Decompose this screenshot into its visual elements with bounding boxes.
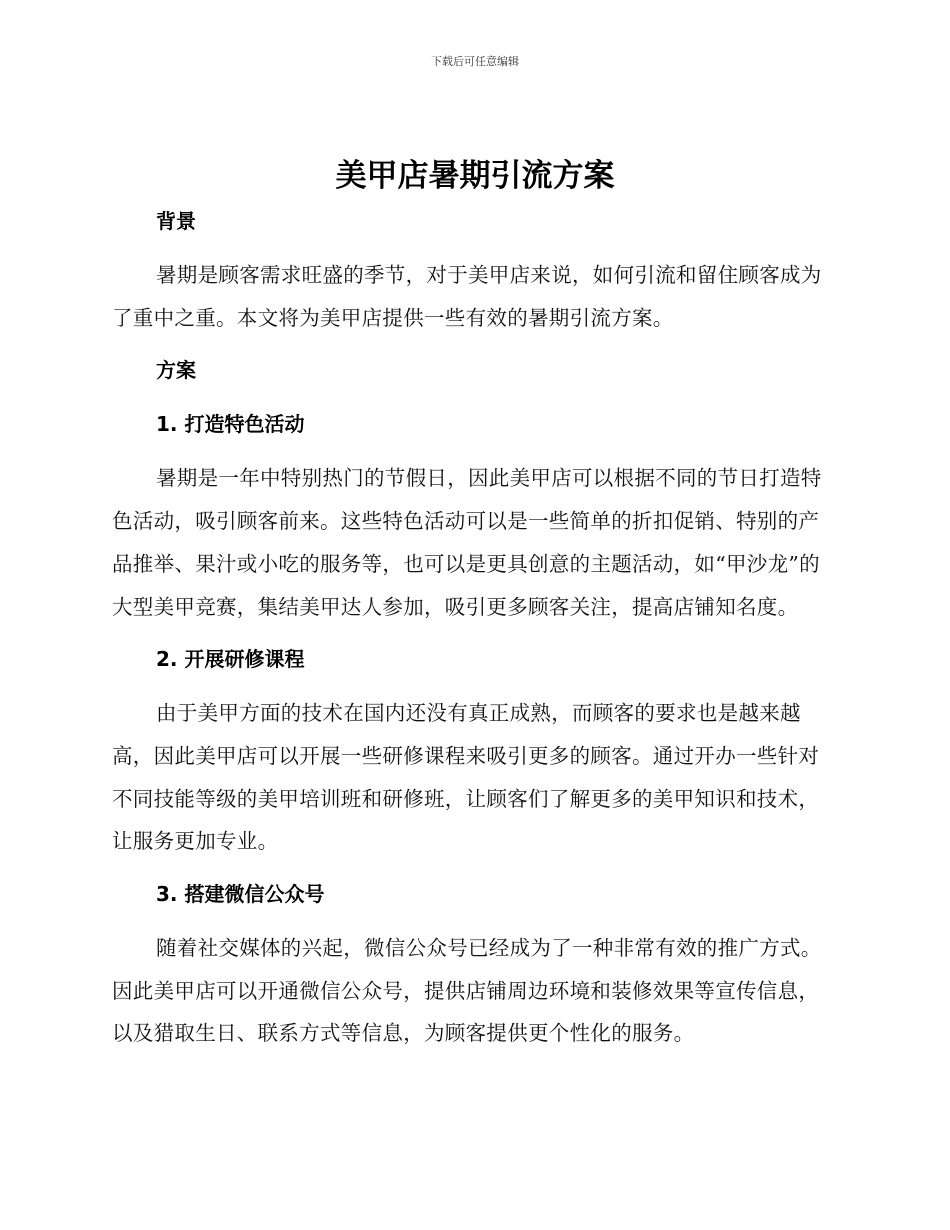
item2-paragraph: 由于美甲方面的技术在国内还没有真正成熟，而顾客的要求也是越来越高，因此美甲店可以开展一些研修课程来吸引更多的顾客。通过开办一些针对不同技能等级的美甲培训班和研修班，让顾客们了解更多的美甲知识和技术，让服务更加专业。	[112, 701, 820, 854]
item3-heading: 3. 搭建微信公众号	[156, 882, 325, 907]
item1-heading: 1. 打造特色活动	[156, 412, 305, 437]
plan-heading: 方案	[156, 358, 196, 383]
background-heading: 背景	[156, 209, 196, 233]
background-paragraph: 暑期是顾客需求旺盛的季节，对于美甲店来说，如何引流和留住顾客成为了重中之重。本文将为美甲店提供一些有效的暑期引流方案。	[112, 263, 822, 330]
item3-paragraph: 随着社交媒体的兴起，微信公众号已经成为了一种非常有效的推广方式。因此美甲店可以开通微信公众号，提供店铺周边环境和装修效果等宣传信息，以及猎取生日、联系方式等信息，为顾客提供更个性化的服务。	[112, 936, 822, 1046]
item2-heading: 2. 开展研修课程	[156, 647, 305, 672]
document-title: 美甲店暑期引流方案	[335, 158, 615, 194]
page-header-note: 下载后可任意编辑	[431, 55, 519, 68]
item1-paragraph: 暑期是一年中特别热门的节假日，因此美甲店可以根据不同的节日打造特色活动，吸引顾客前来。这些特色活动可以是一些简单的折扣促销、特别的产品推举、果汁或小吃的服务等，也可以是更具创意的主题活动，如“甲沙龙”的大型美甲竞赛，集结美甲达人参加，吸引更多顾客关注，提高店铺知名度。	[112, 466, 822, 619]
document-body	[112, 200, 834, 1055]
